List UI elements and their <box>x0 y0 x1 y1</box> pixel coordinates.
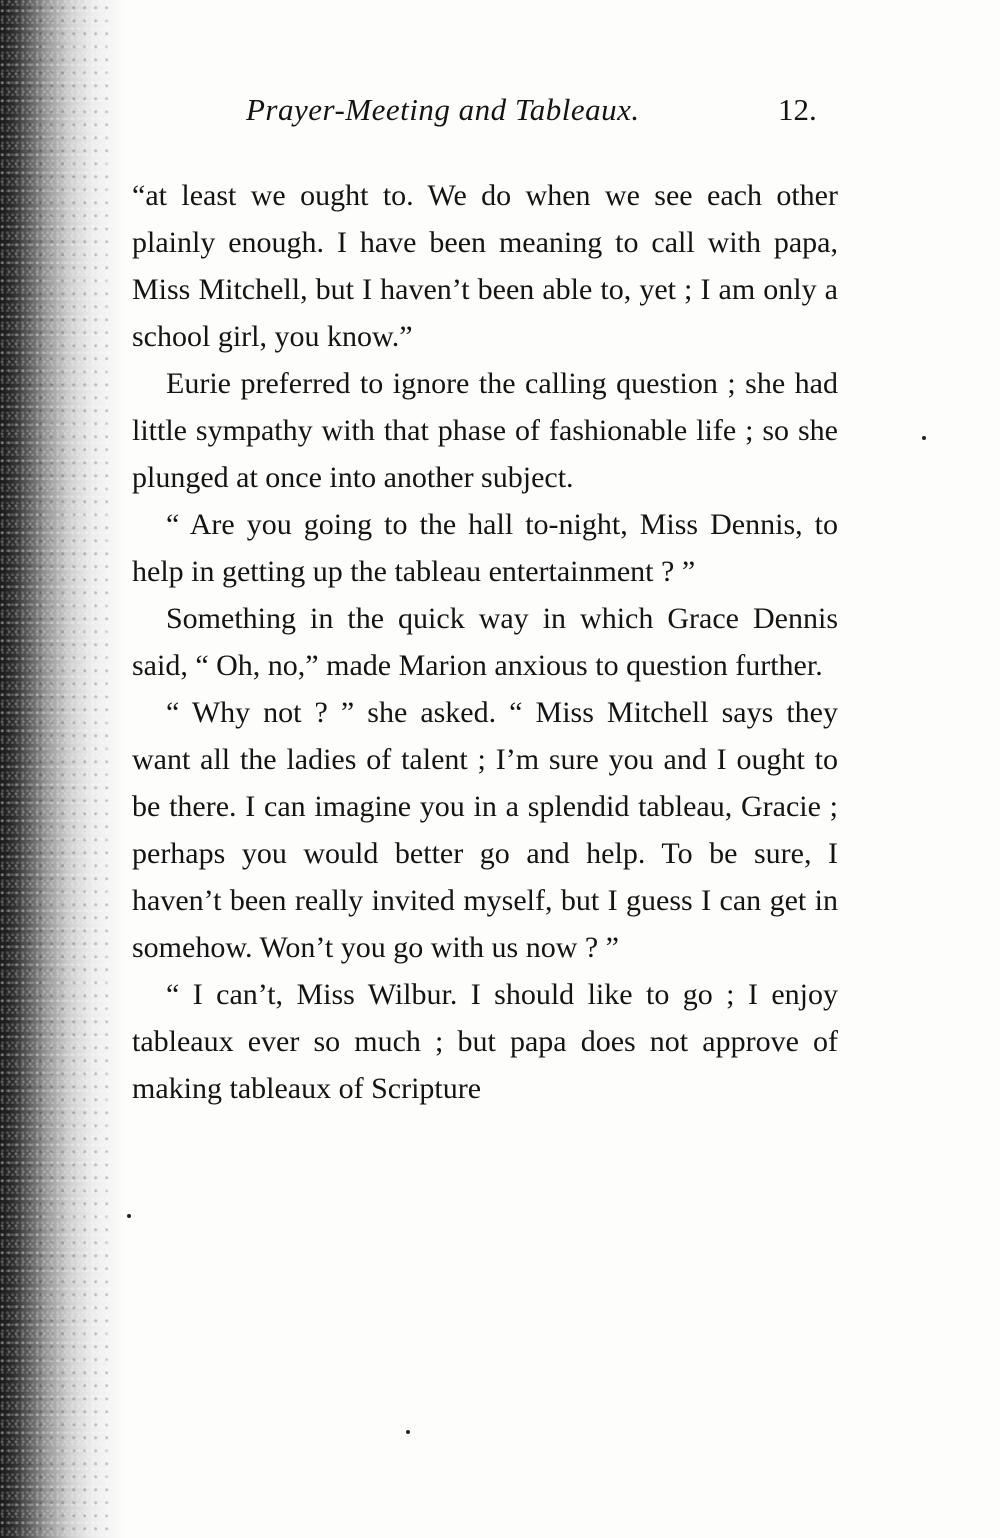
paragraph-1: “at least we ought to. We do when we see each other plainly enough. I have been meaning to call with papa, Miss Mitchell, but I haven’t been able to, yet ; I am only a school girl, you know.” <box>132 179 838 353</box>
gutter-texture <box>0 0 110 1538</box>
ink-speck <box>127 1214 131 1218</box>
page-header <box>246 92 846 138</box>
paragraph-4: Something in the quick way in which Grace Dennis said, “ Oh, no,” made Marion anxious to question further. <box>132 602 838 682</box>
body-text <box>132 172 838 1112</box>
paragraph-2: Eurie preferred to ignore the calling question ; she had little sympathy with that phase of fashionable life ; so she plunged at once into another subject. <box>132 367 838 494</box>
paragraph-3: “ Are you going to the hall to-night, Miss Dennis, to help in getting up the tableau entertainment ? ” <box>132 508 838 588</box>
ink-speck <box>406 1430 410 1434</box>
page-number: 12. <box>778 92 817 127</box>
paragraph-6: “ I can’t, Miss Wilbur. I should like to go ; I enjoy tableaux ever so much ; but papa does not approve of making tableaux of Scripture <box>132 978 838 1105</box>
paragraph-5: “ Why not ? ” she asked. “ Miss Mitchell says they want all the ladies of talent ; I’m sure you and I ought to be there. I can imagine you in a splendid tableau, Gracie ; perhaps you would better go and help. To be sure, I haven’t been really invited myself, but I guess I can get in somehow. Won’t you go with us now ? ” <box>132 696 838 964</box>
ink-speck <box>922 436 926 440</box>
running-title: Prayer-Meeting and Tableaux. <box>246 92 640 127</box>
